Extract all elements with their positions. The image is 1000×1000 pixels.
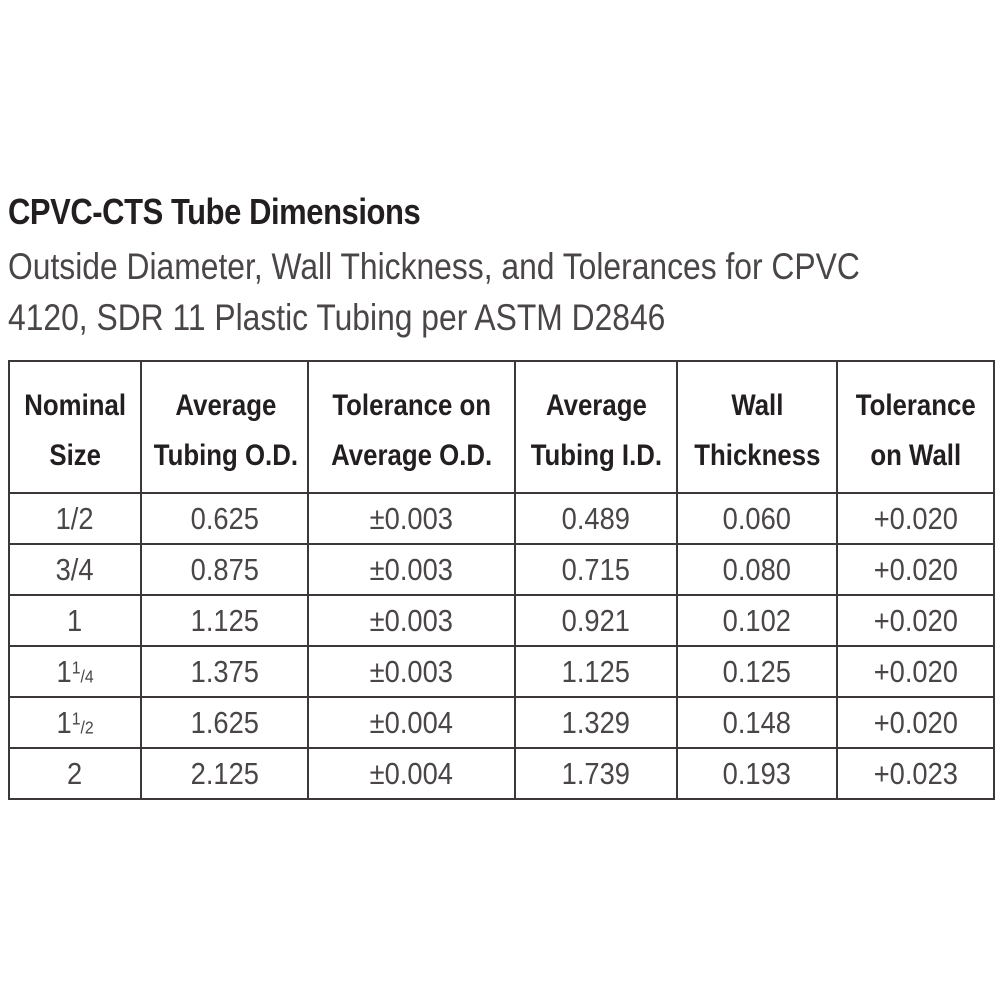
header-text: Average — [545, 389, 647, 422]
cell-nominal-size — [9, 544, 141, 595]
cell-wall-thickness — [677, 748, 837, 799]
cell-nominal-size — [9, 646, 141, 697]
header-text: on Wall — [870, 439, 961, 472]
wall-tolerance-value: +0.020 — [873, 500, 958, 536]
header-text: Average O.D. — [330, 439, 493, 472]
od-tolerance-value: ±0.003 — [369, 500, 454, 536]
cell-average-od — [141, 646, 308, 697]
page-title: CPVC-CTS Tube Dimensions — [8, 191, 421, 232]
cell-wall-thickness — [677, 646, 837, 697]
cell-nominal-size — [9, 748, 141, 799]
cell-nominal-size — [9, 697, 141, 748]
id-value: 1.125 — [561, 653, 631, 689]
cell-average-id — [515, 544, 677, 595]
wall-tolerance-value: +0.020 — [873, 602, 958, 638]
id-value: 1.739 — [561, 755, 631, 791]
nominal-value — [56, 654, 93, 690]
cell-tolerance-od — [308, 748, 515, 799]
id-value: 0.489 — [561, 500, 631, 536]
od-value: 1.625 — [190, 704, 259, 740]
cell-wall-thickness — [677, 697, 837, 748]
od-value: 0.625 — [190, 500, 259, 536]
header-average-id — [515, 361, 677, 493]
header-text: Tolerance — [855, 389, 976, 422]
wall-tolerance-value: +0.020 — [873, 551, 958, 587]
cell-average-od — [141, 697, 308, 748]
nominal-whole: 1 — [56, 653, 72, 689]
od-value: 0.875 — [190, 551, 259, 587]
nominal-denominator: 4 — [84, 665, 94, 686]
header-text: Tolerance on — [332, 389, 491, 422]
cell-tolerance-wall — [837, 748, 994, 799]
page-subtitle — [8, 241, 937, 343]
od-tolerance-value: ±0.004 — [369, 704, 454, 740]
header-text: Tubing I.D. — [530, 439, 662, 472]
cell-tolerance-od — [308, 697, 515, 748]
cell-average-id — [515, 748, 677, 799]
wall-value: 0.125 — [722, 653, 792, 689]
header-text: Thickness — [693, 439, 821, 472]
table-row — [9, 697, 994, 748]
cell-tolerance-od — [308, 646, 515, 697]
cell-wall-thickness — [677, 493, 837, 544]
cell-tolerance-wall — [837, 646, 994, 697]
header-nominal-size — [9, 361, 141, 493]
id-value: 1.329 — [561, 704, 631, 740]
id-value: 0.715 — [561, 551, 631, 587]
header-text: Tubing O.D. — [153, 439, 299, 472]
fraction-slash: / — [80, 716, 85, 737]
od-value: 2.125 — [190, 755, 259, 791]
nominal-value — [56, 705, 93, 741]
od-tolerance-value: ±0.003 — [369, 602, 454, 638]
wall-value: 0.102 — [722, 602, 792, 638]
header-text: Average — [175, 389, 277, 422]
od-value: 1.375 — [190, 653, 259, 689]
od-tolerance-value: ±0.004 — [369, 755, 454, 791]
cell-tolerance-wall — [837, 493, 994, 544]
cell-tolerance-od — [308, 493, 515, 544]
header-text: Nominal — [24, 389, 126, 422]
table-row — [9, 646, 994, 697]
subtitle-line-1: Outside Diameter, Wall Thickness, and Tolerances for CPVC — [8, 246, 860, 287]
cell-average-od — [141, 595, 308, 646]
cell-average-od — [141, 493, 308, 544]
cell-wall-thickness — [677, 544, 837, 595]
cell-nominal-size — [9, 493, 141, 544]
od-tolerance-value: ±0.003 — [369, 653, 454, 689]
wall-tolerance-value: +0.020 — [873, 704, 958, 740]
header-tolerance-od — [308, 361, 515, 493]
cell-tolerance-wall — [837, 697, 994, 748]
cell-tolerance-wall — [837, 544, 994, 595]
table-row — [9, 493, 994, 544]
nominal-value: 3/4 — [56, 551, 94, 587]
dimensions-table — [8, 360, 995, 800]
header-tolerance-wall — [837, 361, 994, 493]
cell-tolerance-od — [308, 544, 515, 595]
nominal-value: 2 — [67, 755, 83, 791]
wall-tolerance-value: +0.023 — [873, 755, 958, 791]
header-text: Size — [49, 439, 101, 472]
cell-tolerance-wall — [837, 595, 994, 646]
cell-average-id — [515, 646, 677, 697]
subtitle-line-2: 4120, SDR 11 Plastic Tubing per ASTM D2846 — [8, 297, 666, 338]
wall-value: 0.148 — [722, 704, 792, 740]
table-row — [9, 748, 994, 799]
fraction-slash: / — [80, 665, 85, 686]
cell-average-od — [141, 544, 308, 595]
nominal-value: 1 — [67, 602, 83, 638]
od-value: 1.125 — [190, 602, 259, 638]
nominal-denominator: 2 — [84, 716, 94, 737]
nominal-whole: 1 — [56, 704, 72, 740]
cell-average-od — [141, 748, 308, 799]
cell-nominal-size — [9, 595, 141, 646]
wall-value: 0.193 — [722, 755, 792, 791]
cell-average-id — [515, 493, 677, 544]
table-body — [9, 493, 994, 799]
od-tolerance-value: ±0.003 — [369, 551, 454, 587]
header-average-od — [141, 361, 308, 493]
nominal-numerator: 1 — [71, 708, 81, 729]
table-row — [9, 595, 994, 646]
table-header — [9, 361, 994, 493]
cell-wall-thickness — [677, 595, 837, 646]
wall-value: 0.060 — [722, 500, 792, 536]
id-value: 0.921 — [561, 602, 631, 638]
wall-tolerance-value: +0.020 — [873, 653, 958, 689]
header-row — [9, 361, 994, 493]
nominal-numerator: 1 — [71, 657, 81, 678]
header-wall-thickness — [677, 361, 837, 493]
cell-average-id — [515, 697, 677, 748]
cell-average-id — [515, 595, 677, 646]
cell-tolerance-od — [308, 595, 515, 646]
header-text: Wall — [730, 389, 784, 422]
wall-value: 0.080 — [722, 551, 792, 587]
table-row — [9, 544, 994, 595]
nominal-value: 1/2 — [56, 500, 94, 536]
